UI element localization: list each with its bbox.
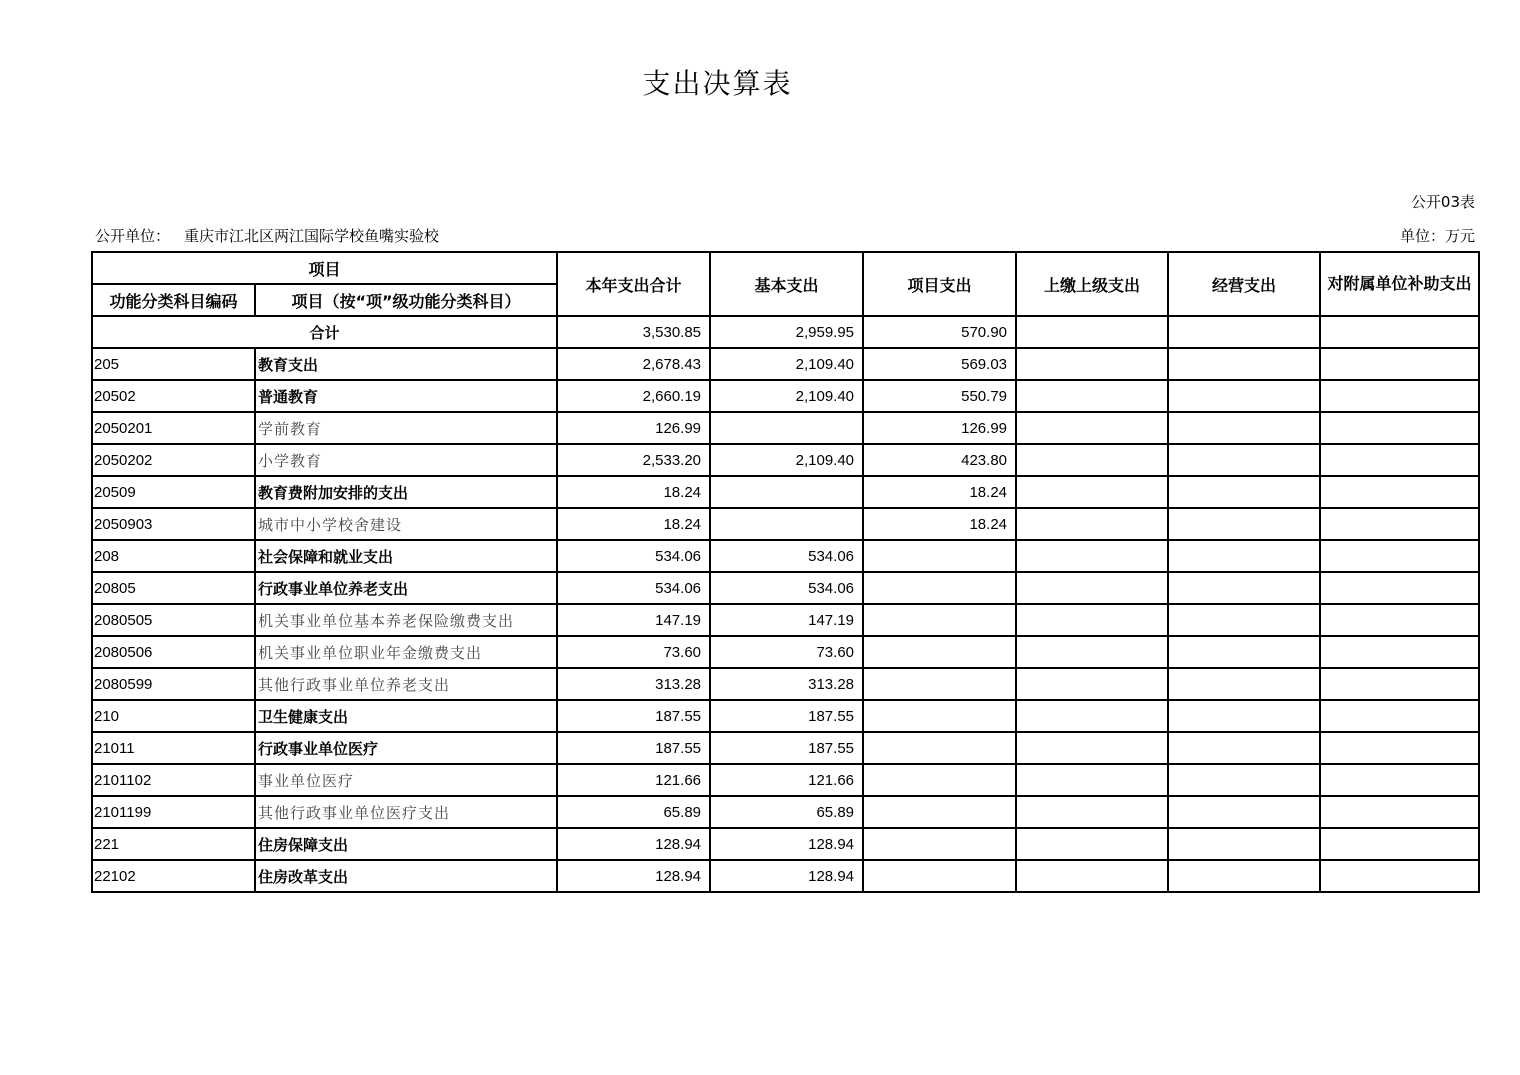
row-item-name: 卫生健康支出 bbox=[255, 700, 557, 732]
total-project: 570.90 bbox=[863, 316, 1016, 348]
row-subsidy bbox=[1320, 860, 1479, 892]
row-basic: 147.19 bbox=[710, 604, 863, 636]
row-subsidy bbox=[1320, 348, 1479, 380]
row-item-name: 机关事业单位基本养老保险缴费支出 bbox=[255, 604, 557, 636]
row-project bbox=[863, 636, 1016, 668]
table-row bbox=[92, 412, 1479, 444]
row-total: 534.06 bbox=[557, 540, 710, 572]
table-row bbox=[92, 668, 1479, 700]
row-subsidy bbox=[1320, 636, 1479, 668]
header-item: 项目（按“项”级功能分类科目） bbox=[255, 284, 557, 316]
row-basic bbox=[710, 476, 863, 508]
row-code: 210 bbox=[92, 700, 255, 732]
form-number: 公开03表 bbox=[1410, 193, 1475, 211]
row-basic: 313.28 bbox=[710, 668, 863, 700]
row-basic bbox=[710, 508, 863, 540]
row-business bbox=[1168, 380, 1320, 412]
row-upper bbox=[1016, 508, 1168, 540]
row-project: 18.24 bbox=[863, 476, 1016, 508]
page-title: 支出决算表 bbox=[642, 67, 793, 100]
row-business bbox=[1168, 444, 1320, 476]
row-basic: 128.94 bbox=[710, 860, 863, 892]
row-total: 18.24 bbox=[557, 476, 710, 508]
row-item-name: 学前教育 bbox=[255, 412, 557, 444]
row-business bbox=[1168, 668, 1320, 700]
expenditure-table bbox=[91, 251, 1480, 893]
row-item-name: 教育支出 bbox=[255, 348, 557, 380]
row-code: 20805 bbox=[92, 572, 255, 604]
row-project bbox=[863, 700, 1016, 732]
row-upper bbox=[1016, 572, 1168, 604]
row-basic: 128.94 bbox=[710, 828, 863, 860]
row-subsidy bbox=[1320, 732, 1479, 764]
row-project bbox=[863, 572, 1016, 604]
row-code: 221 bbox=[92, 828, 255, 860]
row-item-name: 其他行政事业单位养老支出 bbox=[255, 668, 557, 700]
row-basic: 187.55 bbox=[710, 700, 863, 732]
row-code: 2050201 bbox=[92, 412, 255, 444]
row-total: 2,660.19 bbox=[557, 380, 710, 412]
row-project: 569.03 bbox=[863, 348, 1016, 380]
row-total: 2,678.43 bbox=[557, 348, 710, 380]
row-upper bbox=[1016, 604, 1168, 636]
row-code: 22102 bbox=[92, 860, 255, 892]
row-code: 21011 bbox=[92, 732, 255, 764]
row-upper bbox=[1016, 764, 1168, 796]
row-business bbox=[1168, 348, 1320, 380]
header-project: 项目支出 bbox=[863, 252, 1016, 316]
row-total: 187.55 bbox=[557, 732, 710, 764]
row-business bbox=[1168, 764, 1320, 796]
header-item-group: 项目 bbox=[92, 252, 557, 284]
row-basic: 2,109.40 bbox=[710, 444, 863, 476]
row-business bbox=[1168, 860, 1320, 892]
total-label: 合计 bbox=[92, 316, 557, 348]
table-row bbox=[92, 732, 1479, 764]
table-body bbox=[92, 316, 1479, 892]
row-business bbox=[1168, 476, 1320, 508]
row-basic: 187.55 bbox=[710, 732, 863, 764]
table-row bbox=[92, 572, 1479, 604]
row-item-name: 小学教育 bbox=[255, 444, 557, 476]
table-row bbox=[92, 348, 1479, 380]
row-upper bbox=[1016, 412, 1168, 444]
row-total: 2,533.20 bbox=[557, 444, 710, 476]
row-project: 423.80 bbox=[863, 444, 1016, 476]
row-basic bbox=[710, 412, 863, 444]
table-row bbox=[92, 604, 1479, 636]
table-row bbox=[92, 700, 1479, 732]
row-item-name: 住房改革支出 bbox=[255, 860, 557, 892]
row-total: 187.55 bbox=[557, 700, 710, 732]
row-business bbox=[1168, 828, 1320, 860]
row-item-name: 社会保障和就业支出 bbox=[255, 540, 557, 572]
row-business bbox=[1168, 604, 1320, 636]
row-upper bbox=[1016, 668, 1168, 700]
row-subsidy bbox=[1320, 764, 1479, 796]
header-row-top bbox=[92, 252, 1479, 284]
row-business bbox=[1168, 700, 1320, 732]
row-upper bbox=[1016, 700, 1168, 732]
row-business bbox=[1168, 572, 1320, 604]
row-upper bbox=[1016, 380, 1168, 412]
row-total: 128.94 bbox=[557, 828, 710, 860]
row-project bbox=[863, 732, 1016, 764]
row-upper bbox=[1016, 860, 1168, 892]
row-item-name: 行政事业单位医疗 bbox=[255, 732, 557, 764]
total-subsidy bbox=[1320, 316, 1479, 348]
row-code: 2080505 bbox=[92, 604, 255, 636]
row-subsidy bbox=[1320, 476, 1479, 508]
row-code: 2101199 bbox=[92, 796, 255, 828]
table-row bbox=[92, 636, 1479, 668]
row-total: 147.19 bbox=[557, 604, 710, 636]
row-project bbox=[863, 604, 1016, 636]
unit-line bbox=[95, 225, 439, 246]
row-total: 18.24 bbox=[557, 508, 710, 540]
row-business bbox=[1168, 412, 1320, 444]
row-code: 2050202 bbox=[92, 444, 255, 476]
row-item-name: 城市中小学校舍建设 bbox=[255, 508, 557, 540]
row-basic: 121.66 bbox=[710, 764, 863, 796]
row-project bbox=[863, 668, 1016, 700]
row-subsidy bbox=[1320, 572, 1479, 604]
row-project bbox=[863, 796, 1016, 828]
table-row bbox=[92, 860, 1479, 892]
row-upper bbox=[1016, 444, 1168, 476]
row-total: 121.66 bbox=[557, 764, 710, 796]
row-subsidy bbox=[1320, 828, 1479, 860]
row-item-name: 教育费附加安排的支出 bbox=[255, 476, 557, 508]
row-upper bbox=[1016, 636, 1168, 668]
row-code: 205 bbox=[92, 348, 255, 380]
total-basic: 2,959.95 bbox=[710, 316, 863, 348]
currency-unit: 单位：万元 bbox=[1399, 227, 1475, 245]
row-business bbox=[1168, 508, 1320, 540]
row-subsidy bbox=[1320, 444, 1479, 476]
table-row bbox=[92, 540, 1479, 572]
row-item-name: 行政事业单位养老支出 bbox=[255, 572, 557, 604]
row-item-name: 普通教育 bbox=[255, 380, 557, 412]
row-project bbox=[863, 540, 1016, 572]
row-basic: 534.06 bbox=[710, 572, 863, 604]
header-subsidy: 对附属单位补助支出 bbox=[1320, 252, 1479, 316]
row-upper bbox=[1016, 796, 1168, 828]
header-business: 经营支出 bbox=[1168, 252, 1320, 316]
row-item-name: 事业单位医疗 bbox=[255, 764, 557, 796]
row-project bbox=[863, 860, 1016, 892]
table-row bbox=[92, 508, 1479, 540]
table-row bbox=[92, 828, 1479, 860]
row-project: 18.24 bbox=[863, 508, 1016, 540]
row-code: 2101102 bbox=[92, 764, 255, 796]
row-item-name: 住房保障支出 bbox=[255, 828, 557, 860]
row-business bbox=[1168, 796, 1320, 828]
row-total: 73.60 bbox=[557, 636, 710, 668]
total-upper bbox=[1016, 316, 1168, 348]
row-basic: 534.06 bbox=[710, 540, 863, 572]
row-subsidy bbox=[1320, 380, 1479, 412]
row-total: 534.06 bbox=[557, 572, 710, 604]
header-code: 功能分类科目编码 bbox=[92, 284, 255, 316]
row-upper bbox=[1016, 348, 1168, 380]
header-total: 本年支出合计 bbox=[557, 252, 710, 316]
row-upper bbox=[1016, 540, 1168, 572]
row-code: 2080506 bbox=[92, 636, 255, 668]
row-code: 20502 bbox=[92, 380, 255, 412]
row-item-name: 其他行政事业单位医疗支出 bbox=[255, 796, 557, 828]
table-row bbox=[92, 380, 1479, 412]
row-basic: 65.89 bbox=[710, 796, 863, 828]
row-code: 20509 bbox=[92, 476, 255, 508]
row-subsidy bbox=[1320, 700, 1479, 732]
table-row bbox=[92, 444, 1479, 476]
row-total: 65.89 bbox=[557, 796, 710, 828]
row-basic: 2,109.40 bbox=[710, 380, 863, 412]
row-business bbox=[1168, 636, 1320, 668]
table-row bbox=[92, 764, 1479, 796]
row-subsidy bbox=[1320, 796, 1479, 828]
row-item-name: 机关事业单位职业年金缴费支出 bbox=[255, 636, 557, 668]
row-code: 2050903 bbox=[92, 508, 255, 540]
total-row bbox=[92, 316, 1479, 348]
row-upper bbox=[1016, 476, 1168, 508]
row-subsidy bbox=[1320, 508, 1479, 540]
row-code: 208 bbox=[92, 540, 255, 572]
row-project bbox=[863, 828, 1016, 860]
row-subsidy bbox=[1320, 412, 1479, 444]
row-total: 126.99 bbox=[557, 412, 710, 444]
table-row bbox=[92, 796, 1479, 828]
total-total: 3,530.85 bbox=[557, 316, 710, 348]
total-business bbox=[1168, 316, 1320, 348]
unit-name: 重庆市江北区两江国际学校鱼嘴实验校 bbox=[184, 227, 440, 245]
row-upper bbox=[1016, 828, 1168, 860]
row-business bbox=[1168, 732, 1320, 764]
table-row bbox=[92, 476, 1479, 508]
row-subsidy bbox=[1320, 668, 1479, 700]
row-basic: 2,109.40 bbox=[710, 348, 863, 380]
row-upper bbox=[1016, 732, 1168, 764]
row-total: 313.28 bbox=[557, 668, 710, 700]
row-basic: 73.60 bbox=[710, 636, 863, 668]
row-subsidy bbox=[1320, 540, 1479, 572]
row-project: 126.99 bbox=[863, 412, 1016, 444]
row-project bbox=[863, 764, 1016, 796]
row-code: 2080599 bbox=[92, 668, 255, 700]
row-total: 128.94 bbox=[557, 860, 710, 892]
row-business bbox=[1168, 540, 1320, 572]
row-project: 550.79 bbox=[863, 380, 1016, 412]
unit-label: 公开单位： bbox=[95, 227, 171, 245]
row-subsidy bbox=[1320, 604, 1479, 636]
header-basic: 基本支出 bbox=[710, 252, 863, 316]
header-upper: 上缴上级支出 bbox=[1016, 252, 1168, 316]
